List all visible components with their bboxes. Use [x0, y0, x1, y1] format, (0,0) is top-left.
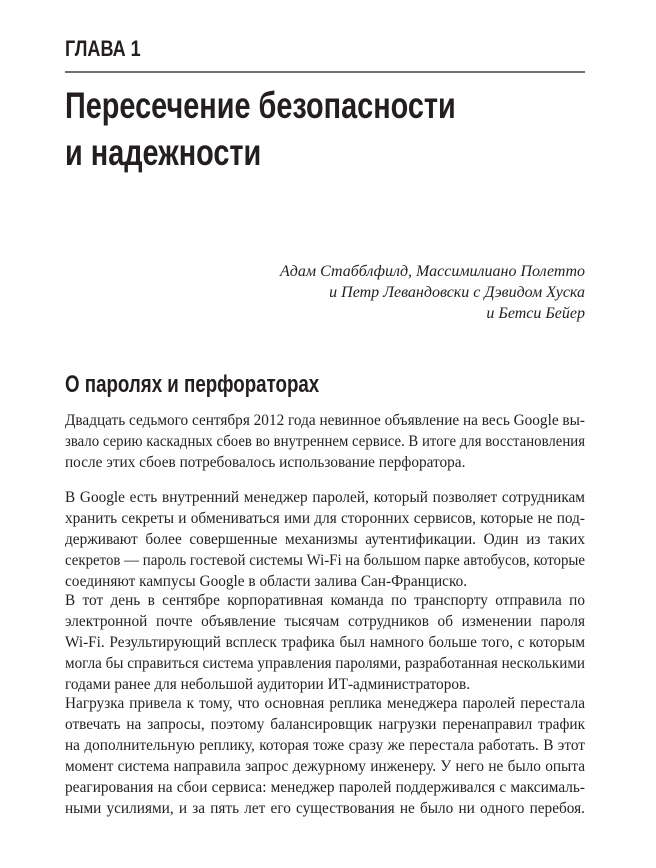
paragraph-line: В Google есть внутренний менеджер паролей, который позволяет сотрудникам: [65, 489, 585, 506]
paragraph-line: на дополнительную реплику, которая тоже сразу же перестала работать. В этот: [65, 737, 585, 754]
paragraph-line: Wi-Fi. Результирующий всплеск трафика был намного больше того, с которым: [65, 634, 585, 651]
paragraph: [65, 590, 585, 695]
paragraph-line: звало серию каскадных сбоев во внутреннем сервисе. В итоге для восстановления: [65, 433, 585, 450]
paragraph: [65, 410, 585, 473]
authors-line: и Бетси Бейер: [486, 305, 585, 322]
paragraph: [65, 693, 585, 819]
paragraph-line: электронной почте объявление тысячам сотрудников об изменении пароля: [65, 613, 585, 630]
chapter-title-line: и надежности: [65, 132, 262, 173]
paragraph-line: после этих сбоев потребовалось использование перфоратора.: [65, 454, 466, 471]
section-title: О паролях и перфораторах: [65, 371, 320, 398]
paragraph-line: секретов — пароль гостевой системы Wi-Fi на большом парке автобусов, которые: [65, 552, 585, 569]
paragraph-line: Нагрузка привела к тому, что основная реплика менеджера паролей перестала: [65, 695, 585, 712]
paragraph-line: могла бы справиться система управления паролями, разработанная несколькими: [65, 655, 585, 672]
authors-line: Адам Стабблфилд, Массимилиано Полетто: [280, 263, 585, 280]
paragraph-line: ными усилиями, и за пять лет его существования не было ни одного перебоя.: [65, 800, 585, 817]
paragraph: [65, 487, 585, 592]
chapter-title-line: Пересечение безопасности: [65, 85, 456, 126]
paragraph-line: хранить секреты и обмениваться ими для сторонних сервисов, которые не под-: [65, 510, 585, 527]
chapter-rule: [65, 71, 585, 73]
authors-line: и Петр Левандовски с Дэвидом Хуска: [329, 284, 585, 301]
paragraph-line: момент система направила запрос дежурному инженеру. У него не было опыта: [65, 758, 585, 775]
paragraph-line: отвечать на запросы, поэтому балансировщик нагрузки перенаправил трафик: [65, 716, 585, 733]
authors-block: [280, 261, 585, 324]
paragraph-line: Двадцать седьмого сентября 2012 года невинное объявление на весь Google вы-: [65, 412, 585, 429]
paragraph-line: В тот день в сентябре корпоративная команда по транспорту отправила по: [65, 592, 585, 609]
paragraph-line: реагирования на сбои сервиса: менеджер паролей поддерживался с максималь-: [65, 779, 585, 796]
chapter-label: ГЛАВА 1: [65, 36, 141, 61]
paragraph-line: соединяют кампусы Google в области залива Сан-Франциско.: [65, 573, 468, 590]
paragraph-line: годами ранее для небольшой аудитории ИТ-администраторов.: [65, 676, 471, 693]
paragraph-line: держивают более совершенные механизмы аутентификации. Один из таких: [65, 531, 585, 548]
chapter-title: [65, 82, 456, 176]
